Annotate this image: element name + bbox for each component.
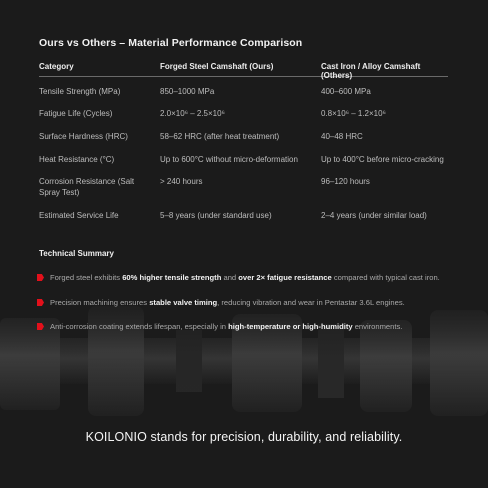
row-others-value: Up to 400°C before micro-cracking xyxy=(321,155,444,164)
red-bullet-marker-icon xyxy=(37,323,44,330)
summary-bullet: Anti-corrosion coating extends lifespan, especially in high-temperature or high-humidity environments. xyxy=(37,322,467,332)
row-ours-value: 5–8 years (under standard use) xyxy=(160,211,272,220)
row-others-value: 96–120 hours xyxy=(321,177,370,186)
column-header-ours: Forged Steel Camshaft (Ours) xyxy=(160,62,274,71)
row-category: Estimated Service Life xyxy=(39,211,119,220)
column-header-category: Category xyxy=(39,62,74,71)
row-others-value: 0.8×10⁶ – 1.2×10⁶ xyxy=(321,109,386,118)
row-ours-value: 850–1000 MPa xyxy=(160,87,215,96)
summary-bullet: Precision machining ensures stable valve timing, reducing vibration and wear in Pentastar 3.6L engines. xyxy=(37,298,467,308)
row-ours-value: > 240 hours xyxy=(160,177,203,186)
row-others-value: 2–4 years (under similar load) xyxy=(321,211,427,220)
brand-tagline: KOILONIO stands for precision, durability, and reliability. xyxy=(85,430,403,444)
column-header-others: Cast Iron / Alloy Camshaft (Others) xyxy=(321,62,421,80)
row-category: Heat Resistance (°C) xyxy=(39,155,115,164)
row-ours-value: Up to 600°C without micro-deformation xyxy=(160,155,298,164)
page-title: Ours vs Others – Material Performance Comparison xyxy=(39,37,303,49)
red-bullet-marker-icon xyxy=(37,299,44,306)
summary-heading: Technical Summary xyxy=(39,249,114,258)
row-category: Fatigue Life (Cycles) xyxy=(39,109,113,118)
row-category: Corrosion Resistance (Salt Spray Test) xyxy=(39,177,135,197)
summary-bullet: Forged steel exhibits 60% higher tensile strength and over 2× fatigue resistance compared with typical cast iron. xyxy=(37,273,467,283)
row-others-value: 400–600 MPa xyxy=(321,87,371,96)
row-others-value: 40–48 HRC xyxy=(321,132,363,141)
red-bullet-marker-icon xyxy=(37,274,44,281)
row-ours-value: 58–62 HRC (after heat treatment) xyxy=(160,132,280,141)
row-category: Surface Hardness (HRC) xyxy=(39,132,128,141)
comparison-table xyxy=(39,58,448,220)
row-ours-value: 2.0×10⁶ – 2.5×10⁶ xyxy=(160,109,225,118)
table-header-row xyxy=(39,58,448,80)
row-category: Tensile Strength (MPa) xyxy=(39,87,121,96)
